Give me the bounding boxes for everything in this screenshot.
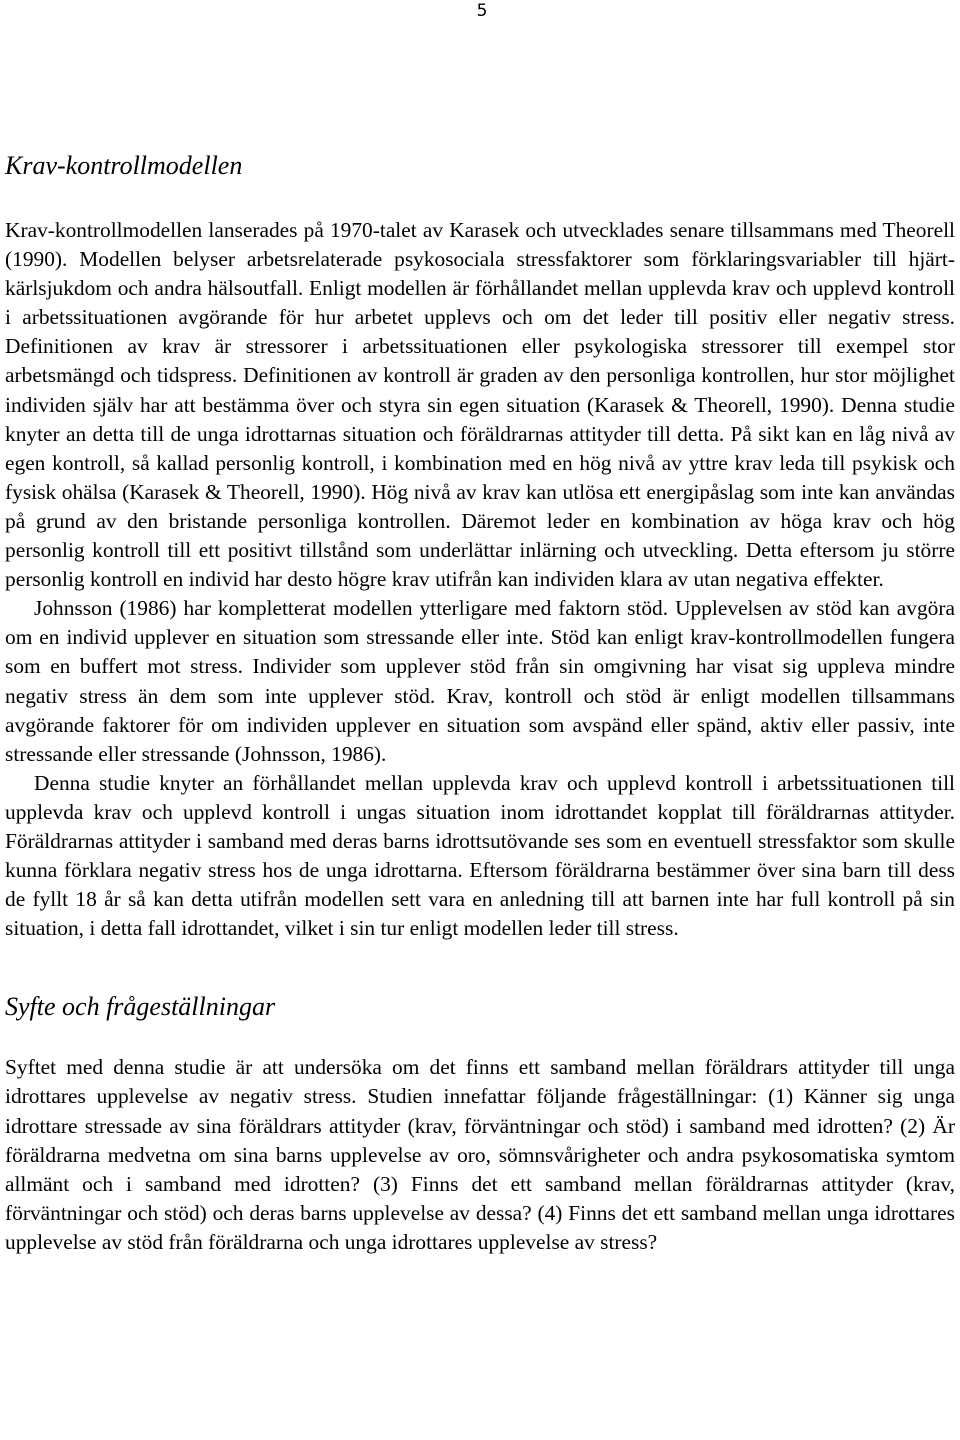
page-number: 5 (476, 1, 488, 21)
section-heading-krav-kontrollmodellen: Krav-kontrollmodellen (5, 151, 243, 180)
document-body (5, 146, 955, 1257)
section-heading-syfte: Syfte och frågeställningar (5, 992, 276, 1022)
paragraph-johnsson-stod: Johnsson (1986) har kompletterat modellen ytterligare med faktorn stöd. Upplevelsen av stöd kan avgöra om en individ upplever en situation som stressande eller inte. Stöd kan enligt krav-kontrollmodellen fungera som en buffert mot stress. Individer som upplever stöd från sin omgivning har visat sig uppleva mindre negativ stress än dem som inte upplever stöd. Krav, kontroll och stöd är enligt modellen tillsammans avgörande faktorer för om individen upplever en situation som avspänd eller spänd, aktiv eller passiv, inte stressande eller stressande (Johnsson, 1986). (5, 596, 955, 766)
paragraph-krav-kontroll-intro: Krav-kontrollmodellen lanserades på 1970-talet av Karasek och utvecklades senare tillsammans med Theorell (1990). Modellen belyser arbetsrelaterade psykosociala stressfaktorer som förklaringsvariabler till hjärt-kärlsjukdom och andra hälsoutfall. Enligt modellen är förhållandet mellan upplevda krav och upplevd kontroll i arbetssituationen avgörande för hur arbetet upplevs och om det leder till positiv eller negativ stress. Definitionen av krav är stressorer i arbetssituationen eller psykologiska stressorer till exempel stor arbetsmängd och tidspress. Definitionen av kontroll är graden av den personliga kontrollen, hur stor möjlighet individen själv har att bestämma över och styra sin egen situation (Karasek & Theorell, 1990). Denna studie knyter an detta till de unga idrottarnas situation och föräldrarnas attityder till detta. På sikt kan en låg nivå av egen kontroll, så kallad personlig kontroll, i kombination med en hög nivå av yttre krav leda till psykisk och fysisk ohälsa (Karasek & Theorell, 1990). Hög nivå av krav kan utlösa ett energipåslag som inte kan användas på grund av den bristande personliga kontrollen. Däremot leder en kombination av höga krav och hög personlig kontroll till ett positivt tillstånd som underlättar inlärning och utveckling. Detta eftersom ju större personlig kontroll en individ har desto högre krav utifrån kan individen klara av utan negativa effekter. (5, 218, 955, 592)
paragraph-syfte: Syftet med denna studie är att undersöka om det finns ett samband mellan föräldrars attityder till unga idrottares upplevelse av negativ stress. Studien innefattar följande frågeställningar: (1) Känner sig unga idrottare stressade av sina föräldrars attityder (krav, förväntningar och stöd) i samband med idrotten? (2) Är föräldrarna medvetna om sina barns upplevelse av oro, sömnsvårigheter och andra psykosomatiska symtom allmänt och i samband med idrotten? (3) Finns det ett samband mellan föräldrarnas attityder (krav, förväntningar och stöd) och deras barns upplevelse av dessa? (4) Finns det ett samband mellan unga idrottares upplevelse av stöd från föräldrarna och unga idrottares upplevelse av stress? (5, 1055, 955, 1254)
paragraph-studie-koppling: Denna studie knyter an förhållandet mellan upplevda krav och upplevd kontroll i arbetssituationen till upplevda krav och upplevd kontroll i ungas situation inom idrottandet kopplat till föräldrarnas attityder. Föräldrarnas attityder i samband med deras barns idrottsutövande ses som en eventuell stressfaktor som skulle kunna förklara negativ stress hos de unga idrottarna. Eftersom föräldrarna bestämmer över sina barn till dess de fyllt 18 år så kan detta utifrån modellen sett vara en anledning till att barnen inte har full kontroll på sin situation, i detta fall idrottandet, vilket i sin tur enligt modellen leder till stress. (5, 770, 955, 941)
